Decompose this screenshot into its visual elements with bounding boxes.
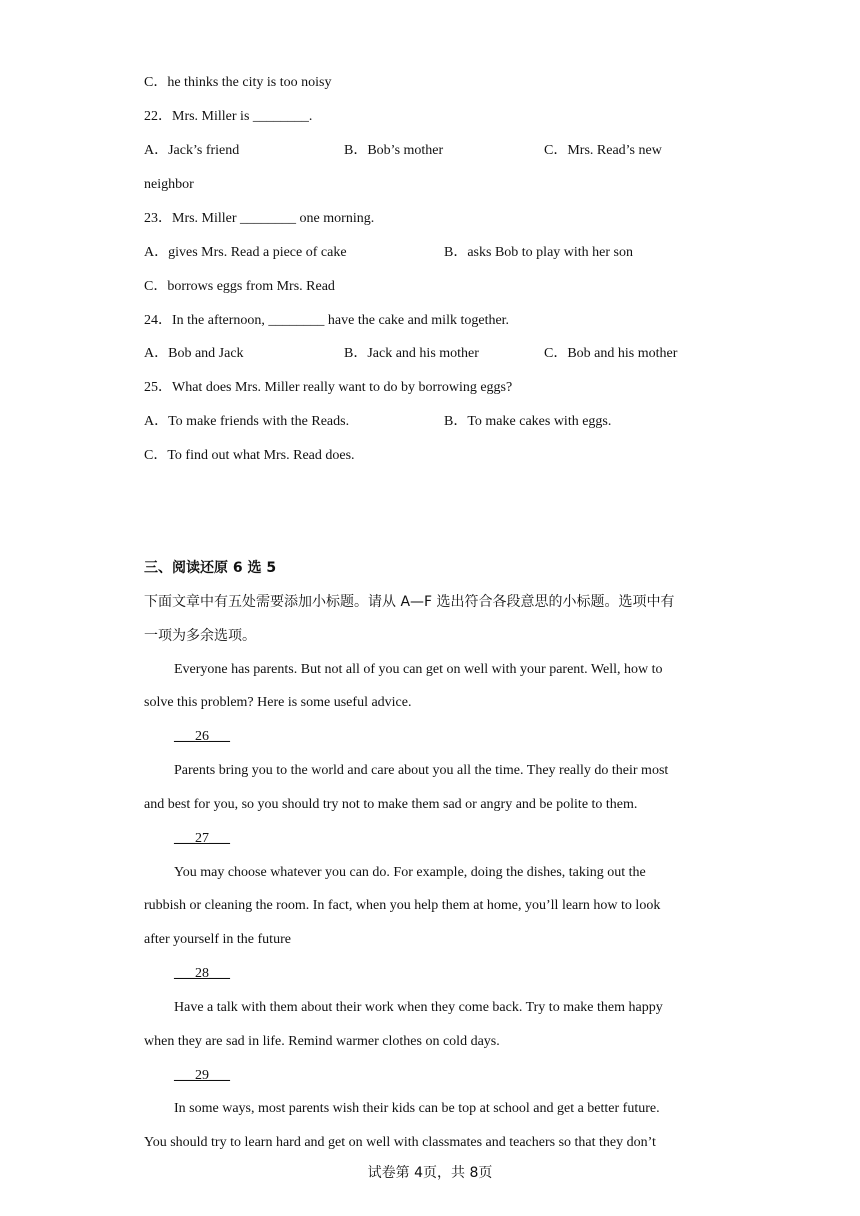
q24-option-c: C．Bob and his mother — [544, 346, 678, 361]
passage-intro-line2: solve this problem? Here is some useful advice. — [144, 695, 412, 710]
q25-option-b: B．To make cakes with eggs. — [444, 414, 612, 429]
paragraph-29-line1: In some ways, most parents wish their kids can be top at school and get a better future. — [174, 1101, 660, 1116]
paragraph-28-line1: Have a talk with them about their work when they come back. Try to make them happy — [174, 1000, 663, 1015]
q21-option-c: C．he thinks the city is too noisy — [144, 75, 332, 90]
paragraph-27-line3: after yourself in the future — [144, 932, 291, 947]
section-instruction-line1: 下面文章中有五处需要添加小标题。请从 A—F 选出符合各段意思的小标题。选项中有 — [144, 594, 675, 610]
paragraph-27-line2: rubbish or cleaning the room. In fact, when you help them at home, you’ll learn how to look — [144, 898, 661, 913]
q25-option-a: A．To make friends with the Reads. — [144, 414, 350, 429]
blank-28: ___28___ — [174, 966, 230, 981]
q23-option-c: C．borrows eggs from Mrs. Read — [144, 279, 335, 294]
q22-option-c: C．Mrs. Read’s new — [544, 143, 662, 158]
q25-stem: 25．What does Mrs. Miller really want to do by borrowing eggs? — [144, 380, 513, 395]
blank-27: ___27___ — [174, 831, 230, 846]
section-instruction-line2: 一项为多余选项。 — [144, 628, 256, 644]
blank-26: ___26___ — [174, 729, 230, 744]
q25-option-c: C．To find out what Mrs. Read does. — [144, 448, 355, 463]
paragraph-26-line1: Parents bring you to the world and care about you all the time. They really do their most — [174, 763, 669, 778]
q24-option-b: B．Jack and his mother — [344, 346, 479, 361]
blank-29: ___29___ — [174, 1068, 230, 1083]
q24-option-a: A．Bob and Jack — [144, 346, 244, 361]
q23-stem: 23．Mrs. Miller ________ one morning. — [144, 211, 375, 226]
q22-stem: 22．Mrs. Miller is ________. — [144, 109, 313, 124]
q22-option-a: A．Jack’s friend — [144, 143, 240, 158]
page-footer: 试卷第 4页，共 8页 — [367, 1165, 493, 1181]
q22-option-b: B．Bob’s mother — [344, 143, 444, 158]
paragraph-29-line2: You should try to learn hard and get on well with classmates and teachers so that they don’t — [144, 1135, 656, 1150]
passage-intro-line1: Everyone has parents. But not all of you can get on well with your parent. Well, how to — [174, 662, 663, 677]
section-title: 三、阅读还原 6 选 5 — [144, 560, 277, 576]
q23-option-a: A．gives Mrs. Read a piece of cake — [144, 245, 347, 260]
paragraph-28-line2: when they are sad in life. Remind warmer clothes on cold days. — [144, 1034, 500, 1049]
q23-option-b: B．asks Bob to play with her son — [444, 245, 633, 260]
q24-stem: 24．In the afternoon, ________ have the cake and milk together. — [144, 313, 510, 328]
paragraph-26-line2: and best for you, so you should try not to make them sad or angry and be polite to them. — [144, 797, 638, 812]
q22-option-c-cont: neighbor — [144, 177, 194, 192]
paragraph-27-line1: You may choose whatever you can do. For example, doing the dishes, taking out the — [174, 865, 646, 880]
